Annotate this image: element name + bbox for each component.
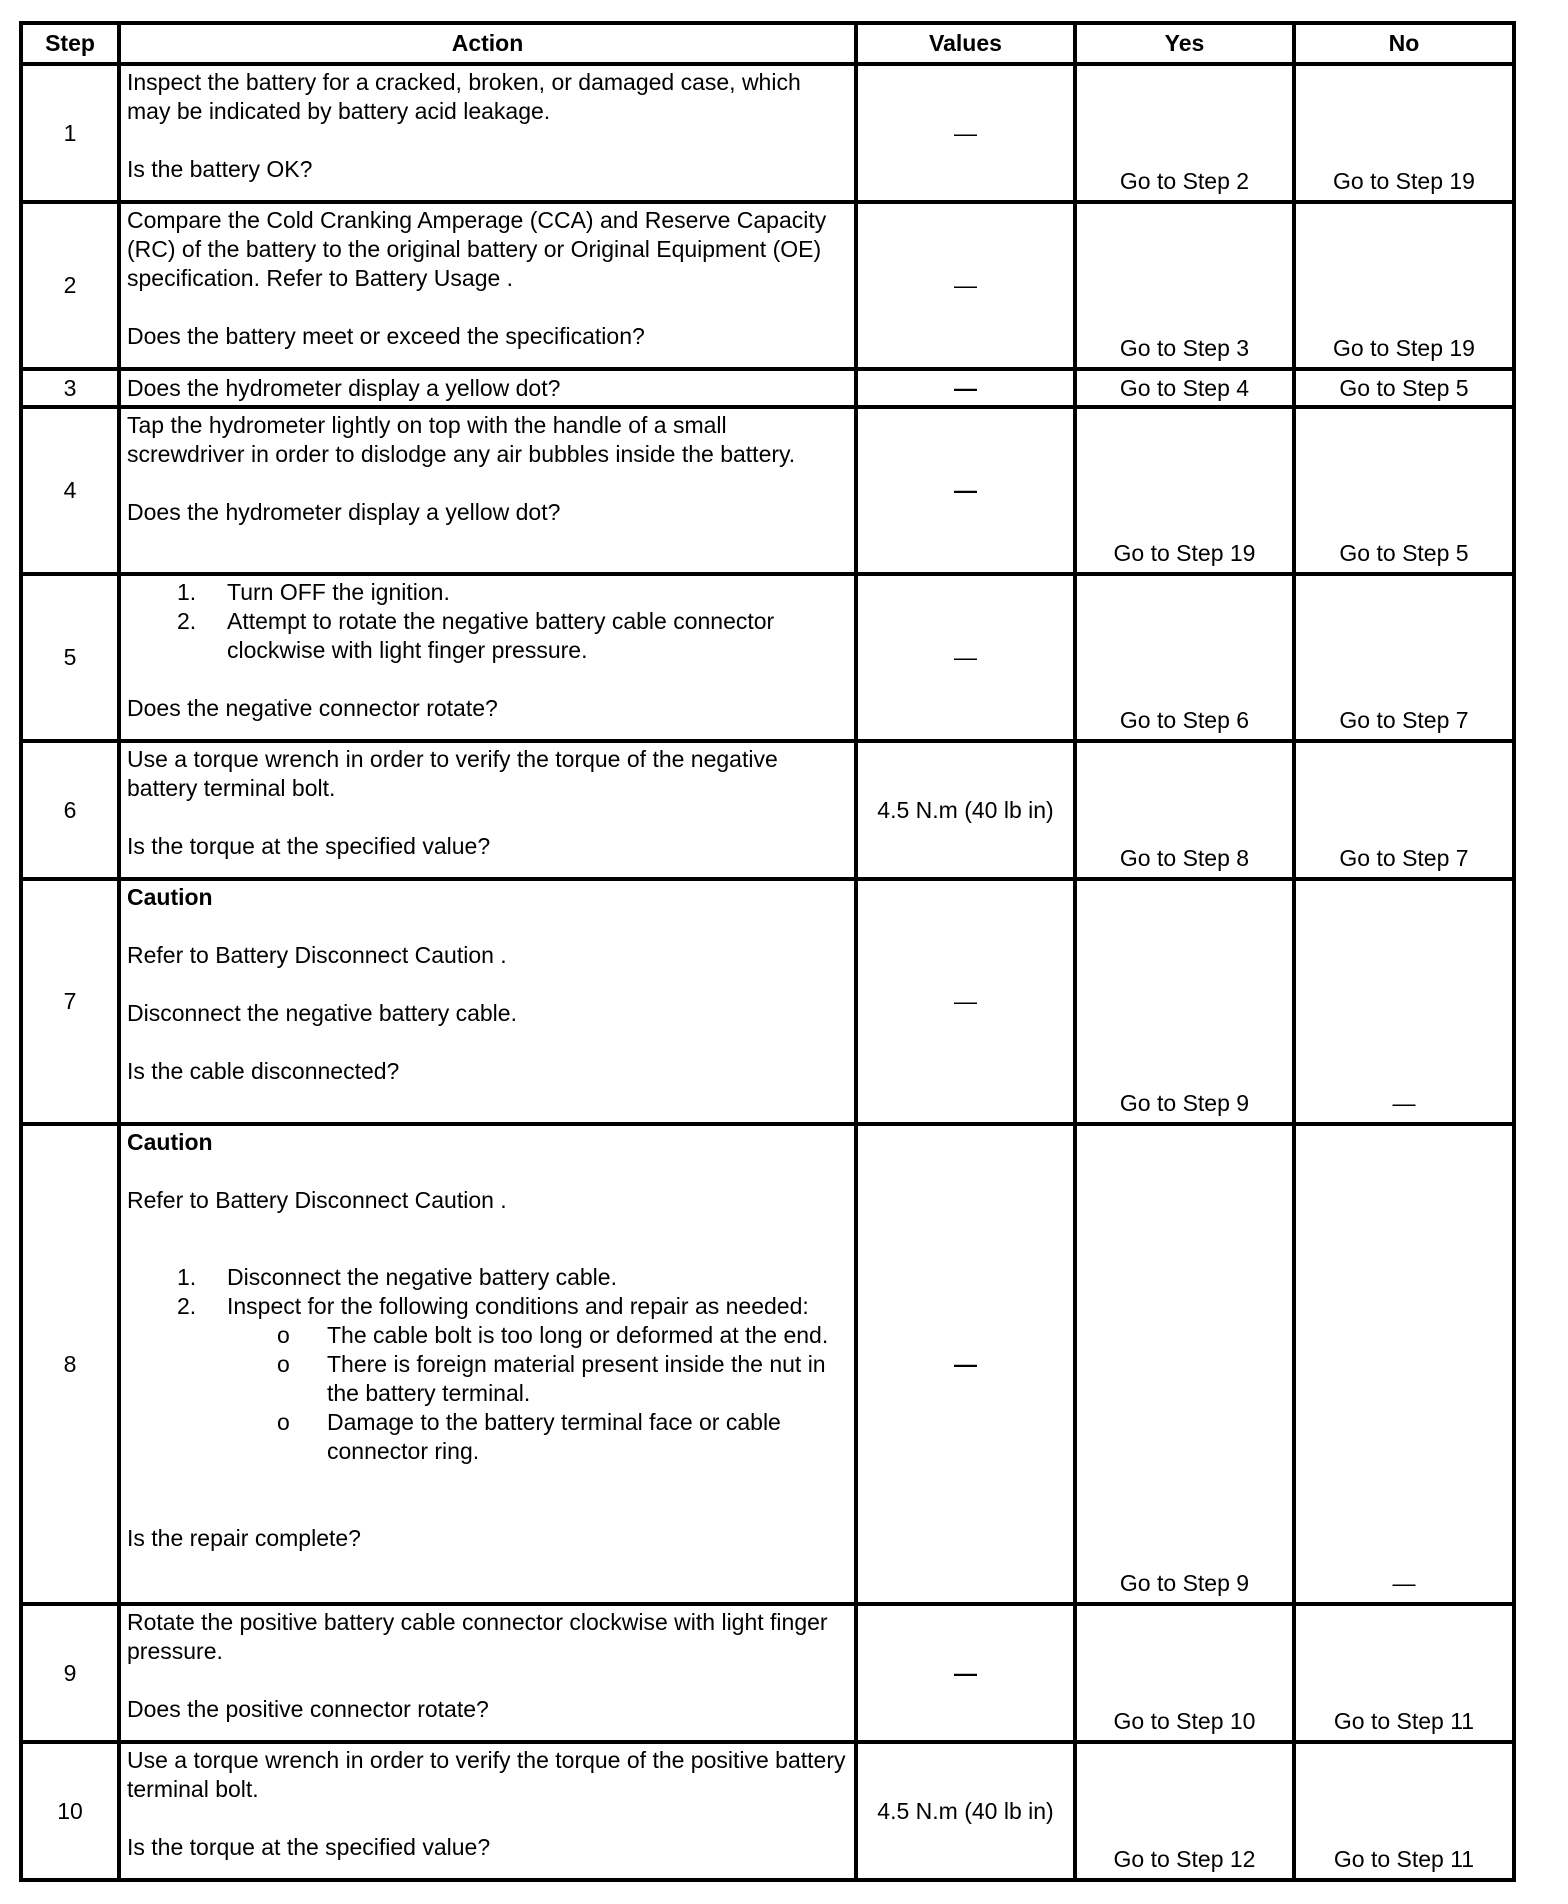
action-text: Use a torque wrench in order to verify the torque of the negative battery terminal bolt. xyxy=(127,746,778,801)
no-link[interactable]: Go to Step 5 xyxy=(1294,369,1514,407)
value-cell: 4.5 N.m (40 lb in) xyxy=(856,741,1075,879)
action-question: Does the hydrometer display a yellow dot? xyxy=(127,374,561,401)
bullet-text: Damage to the battery terminal face or cable connector ring. xyxy=(327,1409,781,1464)
action-question: Is the torque at the specified value? xyxy=(127,1834,491,1860)
yes-link[interactable]: Go to Step 12 xyxy=(1075,1742,1294,1880)
list-number: 1. xyxy=(177,579,197,605)
spacer xyxy=(127,469,848,498)
value-cell: — xyxy=(856,369,1075,407)
bullet-list xyxy=(227,1321,848,1466)
action-cell xyxy=(119,64,856,202)
spacer xyxy=(127,970,848,999)
list-item-text: Disconnect the negative battery cable. xyxy=(227,1264,617,1290)
table-row xyxy=(21,202,1514,369)
list-item-text: Turn OFF the ignition. xyxy=(227,579,450,605)
yes-link[interactable]: Go to Step 2 xyxy=(1075,64,1294,202)
action-cell xyxy=(119,369,856,407)
bullet-marker: o xyxy=(277,1351,290,1377)
action-cell xyxy=(119,741,856,879)
action-cell xyxy=(119,574,856,741)
spacer xyxy=(127,1157,848,1186)
yes-link[interactable]: Go to Step 9 xyxy=(1075,879,1294,1124)
spacer xyxy=(127,1244,848,1263)
list-item xyxy=(127,578,848,607)
action-question: Is the torque at the specified value? xyxy=(127,833,491,859)
no-link[interactable]: Go to Step 11 xyxy=(1294,1742,1514,1880)
yes-link[interactable]: Go to Step 10 xyxy=(1075,1604,1294,1742)
value-cell: — xyxy=(856,202,1075,369)
spacer xyxy=(127,1466,848,1524)
action-text: Compare the Cold Cranking Amperage (CCA) and Reserve Capacity (RC) of the battery to the original battery or Original Equipment (OE) specification. Refer to Battery Usage . xyxy=(127,207,827,291)
list-number: 2. xyxy=(177,608,197,634)
header-row xyxy=(21,23,1514,64)
no-link[interactable]: Go to Step 19 xyxy=(1294,64,1514,202)
value-cell: — xyxy=(856,407,1075,574)
header-step: Step xyxy=(21,23,119,64)
yes-link[interactable]: Go to Step 9 xyxy=(1075,1124,1294,1604)
list-number: 2. xyxy=(177,1293,197,1319)
table-row xyxy=(21,741,1514,879)
step-number: 7 xyxy=(21,879,119,1124)
caution-reference[interactable]: Refer to Battery Disconnect Caution . xyxy=(127,942,507,968)
list-item-text: Inspect for the following conditions and repair as needed: xyxy=(227,1293,809,1319)
action-cell xyxy=(119,1742,856,1880)
action-question: Does the battery meet or exceed the specification? xyxy=(127,323,645,349)
action-question: Does the hydrometer display a yellow dot? xyxy=(127,499,561,525)
yes-link[interactable]: Go to Step 19 xyxy=(1075,407,1294,574)
value-cell: — xyxy=(856,1124,1075,1604)
no-link[interactable]: Go to Step 11 xyxy=(1294,1604,1514,1742)
action-text: Inspect the battery for a cracked, broken, or damaged case, which may be indicated by battery acid leakage. xyxy=(127,69,801,124)
action-text: Use a torque wrench in order to verify the torque of the positive battery terminal bolt. xyxy=(127,1747,846,1802)
bullet-item xyxy=(227,1321,848,1350)
step-number: 9 xyxy=(21,1604,119,1742)
value-cell: 4.5 N.m (40 lb in) xyxy=(856,1742,1075,1880)
no-link[interactable]: Go to Step 5 xyxy=(1294,407,1514,574)
value-cell: — xyxy=(856,64,1075,202)
diagnostic-table-container xyxy=(19,21,1512,1882)
action-question: Does the positive connector rotate? xyxy=(127,1696,489,1722)
step-number: 3 xyxy=(21,369,119,407)
spacer xyxy=(127,293,848,322)
step-number: 1 xyxy=(21,64,119,202)
step-number: 10 xyxy=(21,1742,119,1880)
action-cell xyxy=(119,407,856,574)
action-question: Is the cable disconnected? xyxy=(127,1058,400,1084)
table-row xyxy=(21,369,1514,407)
yes-link[interactable]: Go to Step 4 xyxy=(1075,369,1294,407)
caution-label: Caution xyxy=(127,1129,213,1155)
step-number: 8 xyxy=(21,1124,119,1604)
list-item xyxy=(127,1263,848,1292)
value-cell: — xyxy=(856,574,1075,741)
table-row xyxy=(21,574,1514,741)
table-row xyxy=(21,879,1514,1124)
bullet-marker: o xyxy=(277,1409,290,1435)
step-number: 5 xyxy=(21,574,119,741)
action-text: Tap the hydrometer lightly on top with the handle of a small screwdriver in order to dislodge any air bubbles inside the battery. xyxy=(127,412,796,467)
no-link[interactable]: Go to Step 19 xyxy=(1294,202,1514,369)
yes-link[interactable]: Go to Step 3 xyxy=(1075,202,1294,369)
table-row xyxy=(21,1742,1514,1880)
spacer xyxy=(127,803,848,832)
action-question: Does the negative connector rotate? xyxy=(127,695,498,721)
no-value: — xyxy=(1294,879,1514,1124)
no-link[interactable]: Go to Step 7 xyxy=(1294,574,1514,741)
step-number: 6 xyxy=(21,741,119,879)
numbered-list xyxy=(127,578,848,665)
list-item xyxy=(127,1292,848,1466)
step-number: 4 xyxy=(21,407,119,574)
spacer xyxy=(127,1666,848,1695)
table-row xyxy=(21,1124,1514,1604)
action-text: Disconnect the negative battery cable. xyxy=(127,1000,517,1026)
no-value: — xyxy=(1294,1124,1514,1604)
yes-link[interactable]: Go to Step 6 xyxy=(1075,574,1294,741)
action-cell xyxy=(119,1124,856,1604)
bullet-marker: o xyxy=(277,1322,290,1348)
list-item-text: Attempt to rotate the negative battery cable connector clockwise with light finger pressure. xyxy=(227,608,775,663)
spacer xyxy=(127,912,848,941)
bullet-text: The cable bolt is too long or deformed at the end. xyxy=(327,1322,829,1348)
action-cell xyxy=(119,879,856,1124)
action-question: Is the battery OK? xyxy=(127,156,313,182)
header-values: Values xyxy=(856,23,1075,64)
action-cell xyxy=(119,202,856,369)
action-question: Is the repair complete? xyxy=(127,1525,361,1551)
yes-link[interactable]: Go to Step 8 xyxy=(1075,741,1294,879)
numbered-list xyxy=(127,1263,848,1466)
table-row xyxy=(21,1604,1514,1742)
spacer xyxy=(127,665,848,694)
caution-reference[interactable]: Refer to Battery Disconnect Caution . xyxy=(127,1187,507,1213)
bullet-text: There is foreign material present inside the nut in the battery terminal. xyxy=(327,1351,826,1406)
step-number: 2 xyxy=(21,202,119,369)
bullet-item xyxy=(227,1408,848,1466)
spacer xyxy=(127,1028,848,1057)
table-row xyxy=(21,64,1514,202)
spacer xyxy=(127,126,848,155)
list-number: 1. xyxy=(177,1264,197,1290)
table-row xyxy=(21,407,1514,574)
list-item xyxy=(127,607,848,665)
caution-label: Caution xyxy=(127,884,213,910)
spacer xyxy=(127,1215,848,1244)
header-no: No xyxy=(1294,23,1514,64)
action-text: Rotate the positive battery cable connector clockwise with light finger pressure. xyxy=(127,1609,828,1664)
spacer xyxy=(127,1804,848,1833)
diagnostic-table xyxy=(19,21,1516,1882)
bullet-item xyxy=(227,1350,848,1408)
header-yes: Yes xyxy=(1075,23,1294,64)
action-cell xyxy=(119,1604,856,1742)
value-cell: — xyxy=(856,879,1075,1124)
header-action: Action xyxy=(119,23,856,64)
no-link[interactable]: Go to Step 7 xyxy=(1294,741,1514,879)
value-cell: — xyxy=(856,1604,1075,1742)
